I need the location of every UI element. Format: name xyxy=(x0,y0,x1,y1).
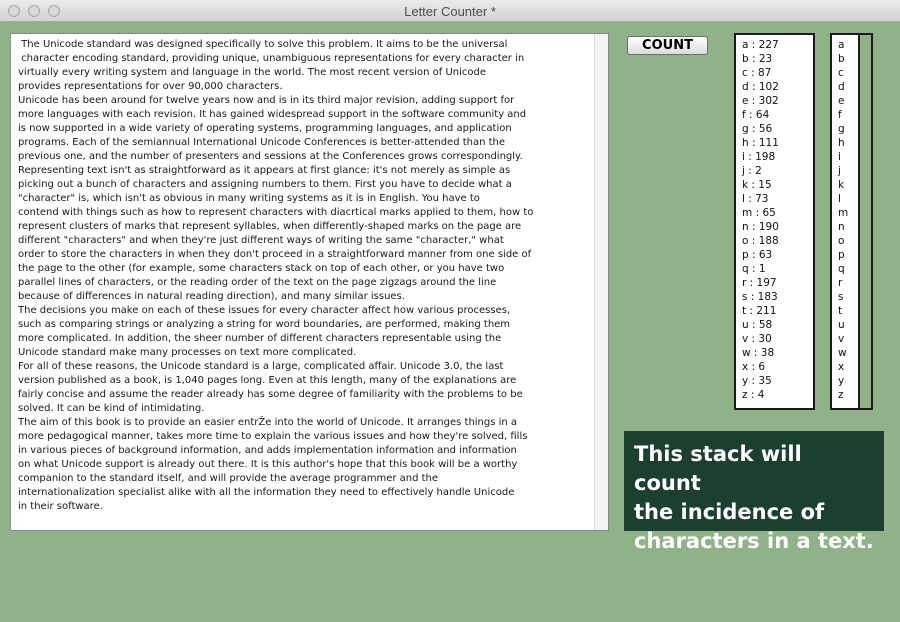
letter-item: i xyxy=(838,151,841,163)
alphabet-list xyxy=(832,35,858,402)
count-item: x : 6 xyxy=(742,361,766,373)
count-item: w : 38 xyxy=(742,347,775,359)
text-line: previous one, and the number of presenters and sessions at the Conferences grows correspondingly. xyxy=(18,151,523,162)
letter-item: b xyxy=(838,53,845,65)
count-item: b : 23 xyxy=(742,53,773,65)
text-line: contend with things such as how to represent characters with diacrtical marks applied to them, how to xyxy=(18,207,534,218)
text-line: companion to the standard itself, and will provide the average programmer and the xyxy=(18,473,439,484)
info-line-2: the incidence of xyxy=(634,500,825,524)
letter-counts-field[interactable] xyxy=(734,33,815,410)
count-item: c : 87 xyxy=(742,67,772,79)
letter-item: p xyxy=(838,249,845,261)
count-item: l : 73 xyxy=(742,193,769,205)
letter-item: t xyxy=(838,305,843,317)
count-item: n : 190 xyxy=(742,221,779,233)
text-line: in various pieces of background information, and adds implementation information and information xyxy=(18,445,517,456)
count-item: u : 58 xyxy=(742,319,773,331)
count-item: p : 63 xyxy=(742,249,773,261)
text-line: The decisions you make on each of these issues for every character affect how various processes, xyxy=(18,305,511,316)
letter-item: y xyxy=(838,375,845,387)
text-line: The Unicode standard was designed specifically to solve this problem. It aims to be the universal xyxy=(18,39,508,50)
letter-item: d xyxy=(838,81,845,93)
text-line: order to store the characters in when they don't proceed in a straightforward manner from one side of xyxy=(18,249,532,260)
text-line: more languages with each revision. It has gained widespread support in the software community and xyxy=(18,109,527,120)
count-item: s : 183 xyxy=(742,291,778,303)
text-line: programs. Each of the semiannual International Unicode Conferences is better-attended than the xyxy=(18,137,506,148)
text-line: in their software. xyxy=(18,501,103,512)
letter-item: c xyxy=(838,67,844,79)
letter-item: s xyxy=(838,291,844,303)
info-box xyxy=(624,431,884,553)
count-item: v : 30 xyxy=(742,333,772,345)
text-line: such as comparing strings or analyzing a string for word boundaries, are performed, making them xyxy=(18,319,511,330)
letter-item: r xyxy=(838,277,843,289)
letter-item: n xyxy=(838,221,845,233)
text-line: Unicode standard make many processes on text more complicated. xyxy=(18,347,357,358)
text-line: more pedagogical manner, takes more time to explain the various issues and how they're solved, fills xyxy=(18,431,528,442)
text-line: internationalization specialist alike with all the information they need to effectively handle Unicode xyxy=(18,487,515,498)
letter-item: e xyxy=(838,95,845,107)
text-line: parallel lines of characters, or the reading order of the text on the page zigzags around the line xyxy=(18,277,497,288)
text-line: The aim of this book is to provide an easier entrŽe into the world of Unicode. It arranges things in a xyxy=(18,417,518,428)
window-title: Letter Counter * xyxy=(404,4,496,19)
text-line: different "characters" and when they're just different ways of writing the same "character," what xyxy=(18,235,504,246)
text-line: because of differences in natural reading direction), and many similar issues. xyxy=(18,291,405,302)
letter-item: l xyxy=(838,193,841,205)
text-line: version published as a book, is 1,040 pages long. Even at this length, many of the explanations are xyxy=(18,375,517,386)
letter-item: z xyxy=(838,389,844,401)
letter-item: u xyxy=(838,319,845,331)
text-line: more complicated. In addition, the sheer number of different characters representable using the xyxy=(18,333,502,344)
count-item: r : 197 xyxy=(742,277,777,289)
info-line-3: characters in a text. xyxy=(634,529,874,553)
letter-counts-list xyxy=(736,35,813,402)
alphabet-column xyxy=(832,35,860,408)
count-item: d : 102 xyxy=(742,81,779,93)
letter-item: x xyxy=(838,361,845,373)
count-item: e : 302 xyxy=(742,95,779,107)
text-line: Representing text isn't as straightforward as it appears at first glance: it's not merely as simple as xyxy=(18,165,511,176)
count-item: a : 227 xyxy=(742,39,779,51)
title-bar xyxy=(0,0,900,22)
letter-item: h xyxy=(838,137,845,149)
count-item: y : 35 xyxy=(742,375,772,387)
letter-item: m xyxy=(838,207,849,219)
text-line: For all of these reasons, the Unicode standard is a large, complicated affair. Unicode 3.0, the last xyxy=(18,361,504,372)
text-line: virtually every writing system and language in the world. The most recent version of Unicode xyxy=(18,67,486,78)
letter-item: w xyxy=(838,347,847,359)
letter-item: g xyxy=(838,123,845,135)
count-item: z : 4 xyxy=(742,389,765,401)
count-item: q : 1 xyxy=(742,263,766,275)
text-line: solved. It can be kind of intimidating. xyxy=(18,403,205,414)
alphabet-field[interactable] xyxy=(830,33,873,410)
text-line: "character" is, which isn't as obvious in many writing systems as it is in English. You have to xyxy=(18,193,480,204)
text-scrollbar[interactable] xyxy=(594,34,608,530)
letter-item: q xyxy=(838,263,845,275)
text-line: character encoding standard, providing unique, unambiguous representations for every character in xyxy=(18,53,525,64)
letter-item: a xyxy=(838,39,845,51)
count-item: i : 198 xyxy=(742,151,776,163)
letter-item: v xyxy=(838,333,845,345)
count-item: o : 188 xyxy=(742,235,779,247)
count-item: f : 64 xyxy=(742,109,770,121)
letter-item: o xyxy=(838,235,845,247)
source-text-field[interactable] xyxy=(10,33,609,531)
count-item: t : 211 xyxy=(742,305,777,317)
text-line: represent clusters of marks that represent syllables, when differently-shaped marks on the page are xyxy=(18,221,522,232)
letter-item: j xyxy=(838,165,841,177)
info-line-1: This stack will count xyxy=(634,442,802,495)
text-line: provides representations for over 90,000 characters. xyxy=(18,81,283,92)
count-item: k : 15 xyxy=(742,179,772,191)
text-line: on what Unicode support is already out there. It is this author's hope that this book will be a worthy xyxy=(18,459,518,470)
text-line: picking out a bunch of characters and assigning numbers to them. First you have to decide what a xyxy=(18,179,512,190)
text-line: Unicode has been around for twelve years now and is in its third major revision, adding support for xyxy=(18,95,515,106)
count-item: h : 111 xyxy=(742,137,779,149)
text-line: fairly concise and assume the reader already has some degree of familiarity with the problems to be xyxy=(18,389,523,400)
letter-item: k xyxy=(838,179,845,191)
text-line: is now supported in a wide variety of operating systems, programming languages, and application xyxy=(18,123,512,134)
text-line: the page to the other (for example, some characters stack on top of each other, or you have two xyxy=(18,263,505,274)
count-item: j : 2 xyxy=(742,165,762,177)
count-button[interactable]: COUNT xyxy=(627,36,708,55)
count-item: g : 56 xyxy=(742,123,773,135)
letter-item: f xyxy=(838,109,842,121)
count-item: m : 65 xyxy=(742,207,776,219)
source-text[interactable] xyxy=(18,38,596,514)
